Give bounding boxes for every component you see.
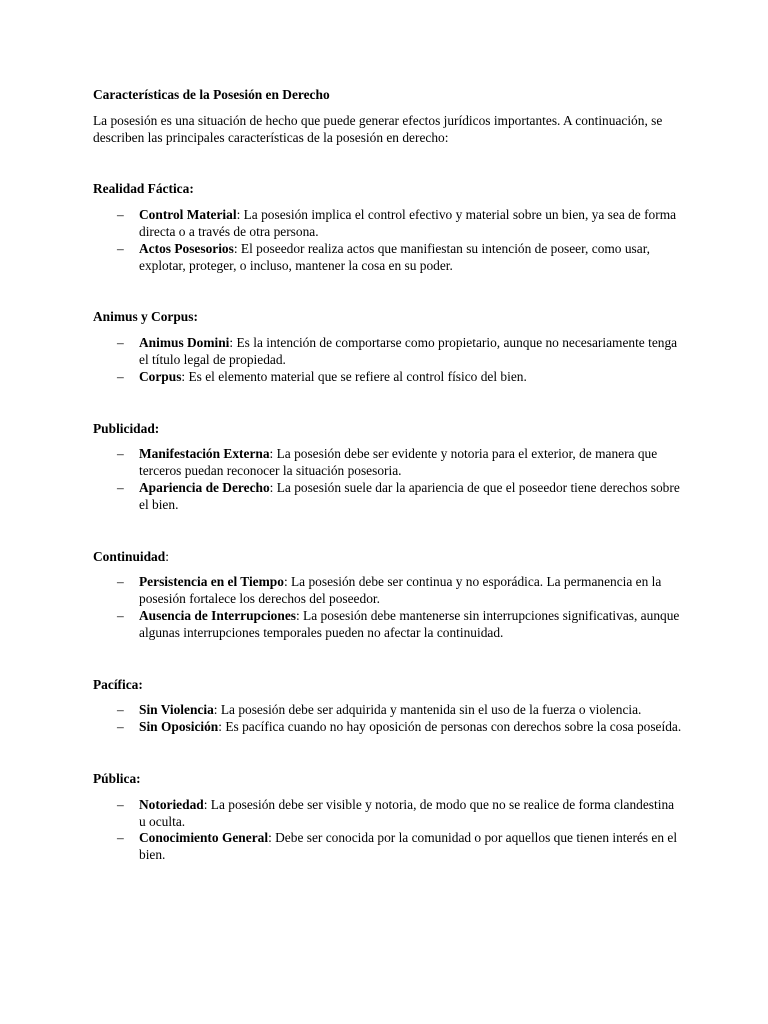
section-heading-text: Pacífica — [93, 676, 139, 692]
item-term: Ausencia de Interrupciones — [139, 607, 296, 623]
item-term: Sin Oposición — [139, 719, 219, 735]
item-term: Control Material — [139, 207, 237, 223]
dash-bullet-icon: – — [117, 702, 124, 718]
item-term: Manifestación Externa — [139, 446, 270, 462]
section — [93, 421, 683, 514]
dash-bullet-icon: – — [117, 368, 124, 384]
item-text: : La posesión debe mantenerse sin interrupciones significativas, aunque algunas interrupciones temporales pueden no afectar la continuidad. — [139, 607, 680, 640]
section-list — [93, 207, 683, 274]
list-item — [93, 719, 683, 736]
section-heading-suffix: : — [138, 676, 143, 692]
section-heading-suffix: : — [154, 420, 160, 436]
item-text: : La posesión implica el control efectivo y material sobre un bien, ya sea de forma directa o a través de otra persona. — [139, 207, 677, 239]
section-list — [93, 702, 683, 736]
item-text: : La posesión debe ser continua y no esporádica. La permanencia en la posesión fortalece los derechos del poseedor. — [139, 574, 662, 607]
item-text: : El poseedor realiza actos que manifiestan su intención de poseer, como usar, explotar, proteger, o incluso, mantener la cosa en su poder. — [139, 240, 650, 273]
document-intro: La posesión es una situación de hecho que puede generar efectos jurídicos importantes. A continuación, se describen las principales características de la posesión en derecho: — [93, 112, 663, 145]
section-heading — [93, 421, 683, 438]
section — [93, 309, 683, 385]
dash-bullet-icon: – — [117, 479, 124, 495]
section-list — [93, 797, 683, 864]
section-heading — [93, 181, 683, 198]
item-text: : La posesión suele dar la apariencia de que el poseedor tiene derechos sobre el bien. — [139, 479, 680, 512]
item-term: Conocimiento General — [139, 830, 269, 846]
document-page — [93, 87, 683, 864]
section-heading-suffix: : — [189, 181, 194, 197]
section-heading-text: Publicidad — [93, 420, 155, 436]
item-term: Sin Violencia — [139, 702, 214, 718]
dash-bullet-icon: – — [117, 240, 124, 256]
item-term: Corpus — [139, 368, 182, 384]
item-text: : La posesión debe ser visible y notoria, de modo que no se realice de forma clandestina u oculta. — [139, 796, 675, 829]
list-item — [93, 797, 683, 831]
section-heading — [93, 677, 683, 694]
section-heading-text: Animus y Corpus — [93, 309, 194, 325]
list-item — [93, 702, 683, 719]
section-list — [93, 446, 683, 513]
dash-bullet-icon: – — [117, 607, 124, 623]
section-heading — [93, 771, 683, 788]
section-list — [93, 574, 683, 641]
dash-bullet-icon: – — [117, 796, 124, 812]
item-term: Animus Domini — [139, 335, 230, 351]
item-text: : Es la intención de comportarse como propietario, aunque no necesariamente tenga el título legal de propiedad. — [139, 335, 678, 367]
list-item — [93, 207, 683, 241]
item-term: Actos Posesorios — [139, 240, 234, 256]
section — [93, 181, 683, 274]
section-heading-text: Realidad Fáctica — [93, 181, 190, 197]
item-term: Notoriedad — [139, 796, 204, 812]
list-item — [93, 830, 683, 864]
document-title: Características de la Posesión en Derecho — [93, 87, 330, 102]
section-heading-suffix: : — [165, 548, 169, 564]
item-text: : La posesión debe ser adquirida y mantenida sin el uso de la fuerza o violencia. — [213, 702, 642, 718]
item-text: : La posesión debe ser evidente y notoria para el exterior, de manera que terceros puedan reconocer la situación posesoria. — [139, 446, 658, 479]
item-term: Persistencia en el Tiempo — [139, 574, 284, 590]
section-heading — [93, 309, 683, 326]
list-item — [93, 241, 683, 275]
section-heading-text: Continuidad — [93, 548, 166, 564]
list-item — [93, 369, 683, 386]
list-item — [93, 574, 683, 608]
dash-bullet-icon: – — [117, 207, 124, 223]
item-text: : Es pacífica cuando no hay oposición de personas con derechos sobre la cosa poseída. — [218, 719, 682, 735]
list-item — [93, 608, 683, 642]
section-heading-text: Pública — [93, 770, 137, 786]
dash-bullet-icon: – — [117, 446, 124, 462]
sections-container — [93, 181, 683, 864]
dash-bullet-icon: – — [117, 830, 124, 846]
dash-bullet-icon: – — [117, 335, 124, 351]
list-item — [93, 446, 683, 480]
section-list — [93, 335, 683, 385]
section-heading — [93, 549, 683, 566]
section-heading-suffix: : — [136, 770, 141, 786]
item-term: Apariencia de Derecho — [139, 479, 270, 495]
section — [93, 677, 683, 736]
list-item — [93, 335, 683, 369]
section — [93, 771, 683, 864]
section-heading-suffix: : — [193, 309, 198, 325]
list-item — [93, 480, 683, 514]
item-text: : Es el elemento material que se refiere al control físico del bien. — [181, 368, 527, 384]
dash-bullet-icon: – — [117, 574, 124, 590]
dash-bullet-icon: – — [117, 719, 124, 735]
item-text: : Debe ser conocida por la comunidad o por aquellos que tienen interés en el bien. — [139, 830, 678, 863]
section — [93, 549, 683, 642]
